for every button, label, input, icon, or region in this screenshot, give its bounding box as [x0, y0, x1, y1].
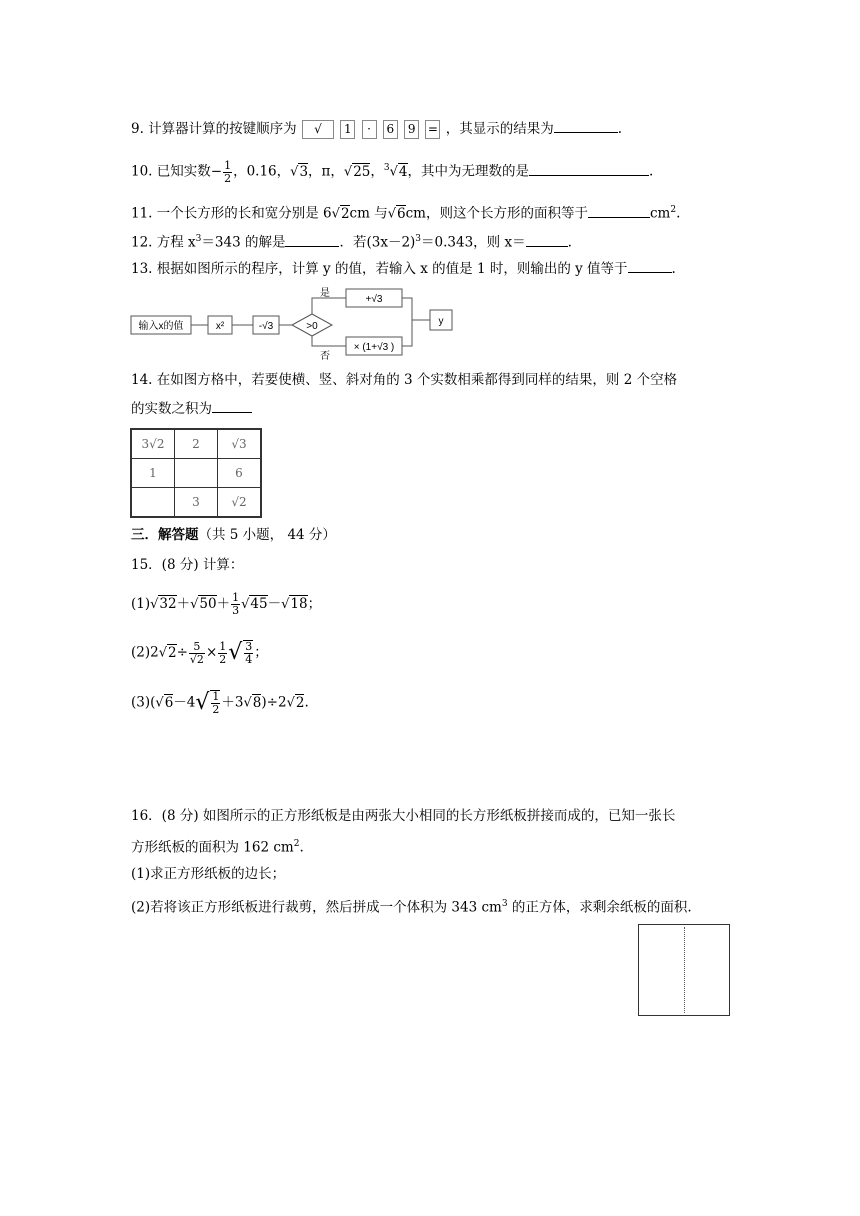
flow-no-label: 否: [320, 351, 330, 362]
answer-blank: [212, 398, 252, 413]
q14-line2: 的实数之积为: [131, 401, 212, 417]
q12-mid2: ＝0.343，则 x＝: [421, 234, 526, 251]
question-14-line2: [131, 398, 252, 419]
sqrt-3: 3: [299, 163, 309, 180]
sqrt-6: 6: [397, 205, 406, 222]
fraction: [218, 641, 227, 666]
exponent: 3: [195, 234, 202, 244]
flow-plus-label: +√3: [365, 294, 383, 305]
q16-part-2-text-end: 的正方体，求剩余纸板的面积.: [507, 899, 692, 916]
q9-end: .: [617, 121, 623, 137]
radical-sign: √: [243, 695, 252, 711]
grid-cell: √2: [218, 488, 262, 518]
q15-part-3: [131, 690, 309, 716]
calc-key-1: 1: [340, 120, 355, 139]
op: ＋3: [221, 694, 244, 711]
part-label: (1): [131, 596, 151, 612]
q12-eq: ＝343 的解是: [201, 234, 286, 251]
calc-key-dot: ·: [362, 120, 377, 139]
frac-num: 1: [224, 158, 232, 172]
question-16-line2: [131, 834, 304, 858]
fraction: [231, 592, 240, 617]
flow-output-label: y: [438, 316, 444, 327]
question-10: [131, 158, 653, 185]
answer-blank: [628, 258, 672, 273]
q16-line2: 方形纸板的面积为 162 cm: [131, 839, 294, 856]
answer-blank: [526, 232, 568, 247]
q16-line2-end: .: [299, 839, 304, 856]
radical-sign: √: [331, 206, 340, 222]
grid-cell: 6: [218, 459, 262, 488]
radical-sign: √: [343, 164, 353, 180]
grid-cell: 1: [131, 459, 175, 488]
question-16-line1: [131, 806, 675, 826]
part-label: (3)(: [131, 694, 156, 711]
radical-sign: √: [290, 164, 299, 180]
flow-merge: [402, 298, 412, 346]
section-title: 三．解答题: [131, 527, 199, 543]
grid-row: [131, 429, 261, 459]
op: －4: [173, 694, 196, 711]
board-seam-line: [684, 927, 685, 1013]
grid-cell: 3: [175, 488, 218, 518]
calc-key-equals: =: [425, 120, 440, 139]
sqrt-32: 32: [159, 596, 177, 612]
flow-yes-path: [312, 298, 346, 314]
q13-end: .: [671, 261, 676, 277]
calc-key-6: 6: [383, 120, 398, 139]
sqrt-2: 2: [168, 644, 177, 661]
answer-blank: [285, 232, 339, 247]
part-end: ；: [307, 596, 322, 612]
q11-mid2: cm，则这个长方形的面积等于: [405, 205, 588, 222]
question-15: [131, 555, 243, 575]
frac-den: 4: [245, 653, 253, 666]
sqrt-8: 8: [252, 694, 262, 711]
frac-num: 5: [189, 641, 205, 654]
exponent: 3: [415, 234, 422, 244]
program-flowchart: [130, 286, 470, 362]
q10-items: ，0.16，: [233, 163, 291, 180]
calc-key-9: 9: [404, 120, 419, 139]
q15-part-2: [131, 640, 268, 666]
fraction: [189, 641, 205, 666]
radical-fraction: [210, 690, 220, 716]
part-end: ；: [254, 644, 268, 661]
q13-text: 13. 根据如图所示的程序，计算 y 的值，若输入 x 的值是 1 时，则输出的 y 值等于: [131, 261, 628, 277]
q16-part-1: [131, 864, 285, 884]
grid-cell: [175, 459, 218, 488]
q14-line1: 14. 在如图方格中，若要使横、竖、斜对角的 3 个实数相乘都得到同样的结果，则 2 个空格: [131, 372, 678, 388]
grid-cell: [131, 488, 175, 518]
frac-den: 3: [232, 604, 240, 617]
q12-mid: ．若(3x－2): [339, 234, 416, 251]
q10-prefix: 10. 已知实数−: [131, 163, 223, 180]
answer-blank: [554, 118, 618, 133]
question-9: [131, 118, 622, 139]
q11-prefix: 11. 一个长方形的长和宽分别是 6: [131, 205, 332, 222]
radical-sign: √: [241, 597, 250, 612]
frac-den: √2: [189, 652, 204, 666]
q16-part-1-text: (1)求正方形纸板的边长；: [131, 866, 286, 882]
q10-suffix: ，其中为无理数的是: [407, 163, 530, 180]
part-label: (2)2: [131, 644, 159, 661]
q9-suffix: ，其显示的结果为: [445, 121, 554, 137]
q16-part-2-text: (2)若将该正方形纸板进行裁剪，然后拼成一个体积为 343 cm: [131, 899, 502, 916]
q11-end: .: [676, 205, 681, 222]
flow-input-label: 输入x的值: [138, 321, 184, 332]
frac-num: 3: [245, 640, 253, 653]
q16-line1: 16．(8 分) 如图所示的正方形纸板是由两张大小相同的长方形纸板拼接而成的，已知一张长: [131, 808, 676, 824]
frac-den: 2: [224, 171, 232, 185]
op: ＋: [176, 596, 191, 612]
q9-prefix: 9. 计算器计算的按键顺序为: [131, 121, 297, 137]
sqrt-18: 18: [290, 596, 308, 612]
q12-end: .: [567, 234, 572, 251]
part-end: .: [304, 694, 309, 711]
q10-pi: ，π，: [308, 163, 344, 180]
radical-sign: √: [286, 695, 295, 711]
flow-minus-label: -√3: [258, 321, 274, 332]
answer-blank: [588, 203, 650, 218]
unit-superscript: 3: [501, 899, 508, 909]
q12-prefix: 12. 方程 x: [131, 234, 196, 251]
flow-times-label: × (1+√3 ): [353, 342, 395, 353]
op: )÷2: [261, 694, 287, 711]
q11-mid: cm 与: [349, 205, 388, 222]
q15-header: 15．(8 分) 计算：: [131, 557, 244, 573]
radical-sign: √: [389, 164, 398, 180]
grid-row: [131, 459, 261, 488]
question-14-line1: [131, 370, 677, 390]
sqrt-50: 50: [199, 596, 217, 612]
sqrt-45: 45: [250, 596, 268, 612]
question-13: [131, 258, 676, 279]
cube-root-index: 3: [383, 163, 390, 173]
q16-part-2: [131, 894, 692, 918]
square-board-figure: [638, 924, 730, 1016]
frac-num: 1: [212, 690, 220, 703]
q10-comma: ，: [370, 163, 384, 180]
question-11: [131, 200, 680, 225]
op: －: [267, 596, 282, 612]
flow-yes-label: 是: [320, 288, 330, 299]
sqrt-6: 6: [164, 694, 174, 711]
answer-blank: [529, 161, 649, 176]
radical-sign: √: [195, 690, 210, 715]
radical-sign: √: [155, 695, 164, 711]
q10-end: .: [649, 163, 654, 180]
question-12: [131, 229, 572, 253]
calc-key-sqrt: √: [302, 120, 334, 139]
frac-num: 1: [219, 639, 227, 653]
flow-no-path: [312, 336, 346, 346]
q11-unit: cm: [649, 205, 671, 222]
sqrt-25: 25: [353, 163, 371, 180]
frac-den: 2: [219, 652, 227, 666]
radical-sign: √: [228, 640, 243, 665]
unit-superscript: 2: [670, 205, 677, 215]
radical-fraction: [243, 640, 253, 666]
radical-sign: √: [150, 597, 159, 612]
section-note: （共 5 小题， 44 分）: [198, 527, 336, 543]
radical-sign: √: [190, 597, 199, 612]
grid-cell: 3√2: [131, 429, 175, 459]
frac-num: 1: [232, 591, 240, 604]
grid-cell: 2: [175, 429, 218, 459]
fraction: [223, 160, 232, 185]
radical-sign: √: [387, 206, 396, 222]
radical-sign: √: [281, 597, 290, 612]
grid-row: [131, 488, 261, 518]
frac-den: 2: [212, 703, 220, 716]
q15-part-1: [131, 592, 321, 617]
flow-condition: >0: [306, 321, 318, 332]
sqrt-2: 2: [295, 694, 305, 711]
radical-sign: √: [158, 645, 168, 661]
flow-square-label: x²: [215, 321, 225, 332]
grid-cell: √3: [218, 429, 262, 459]
cube-root-4: 4: [398, 163, 408, 180]
unit-superscript: 2: [293, 839, 300, 849]
sqrt-2: 2: [340, 205, 350, 222]
number-grid: [130, 428, 262, 518]
op: ＋: [216, 596, 231, 612]
section-3-heading: [131, 525, 336, 545]
op: ÷: [176, 644, 188, 661]
op: ×: [205, 644, 218, 661]
